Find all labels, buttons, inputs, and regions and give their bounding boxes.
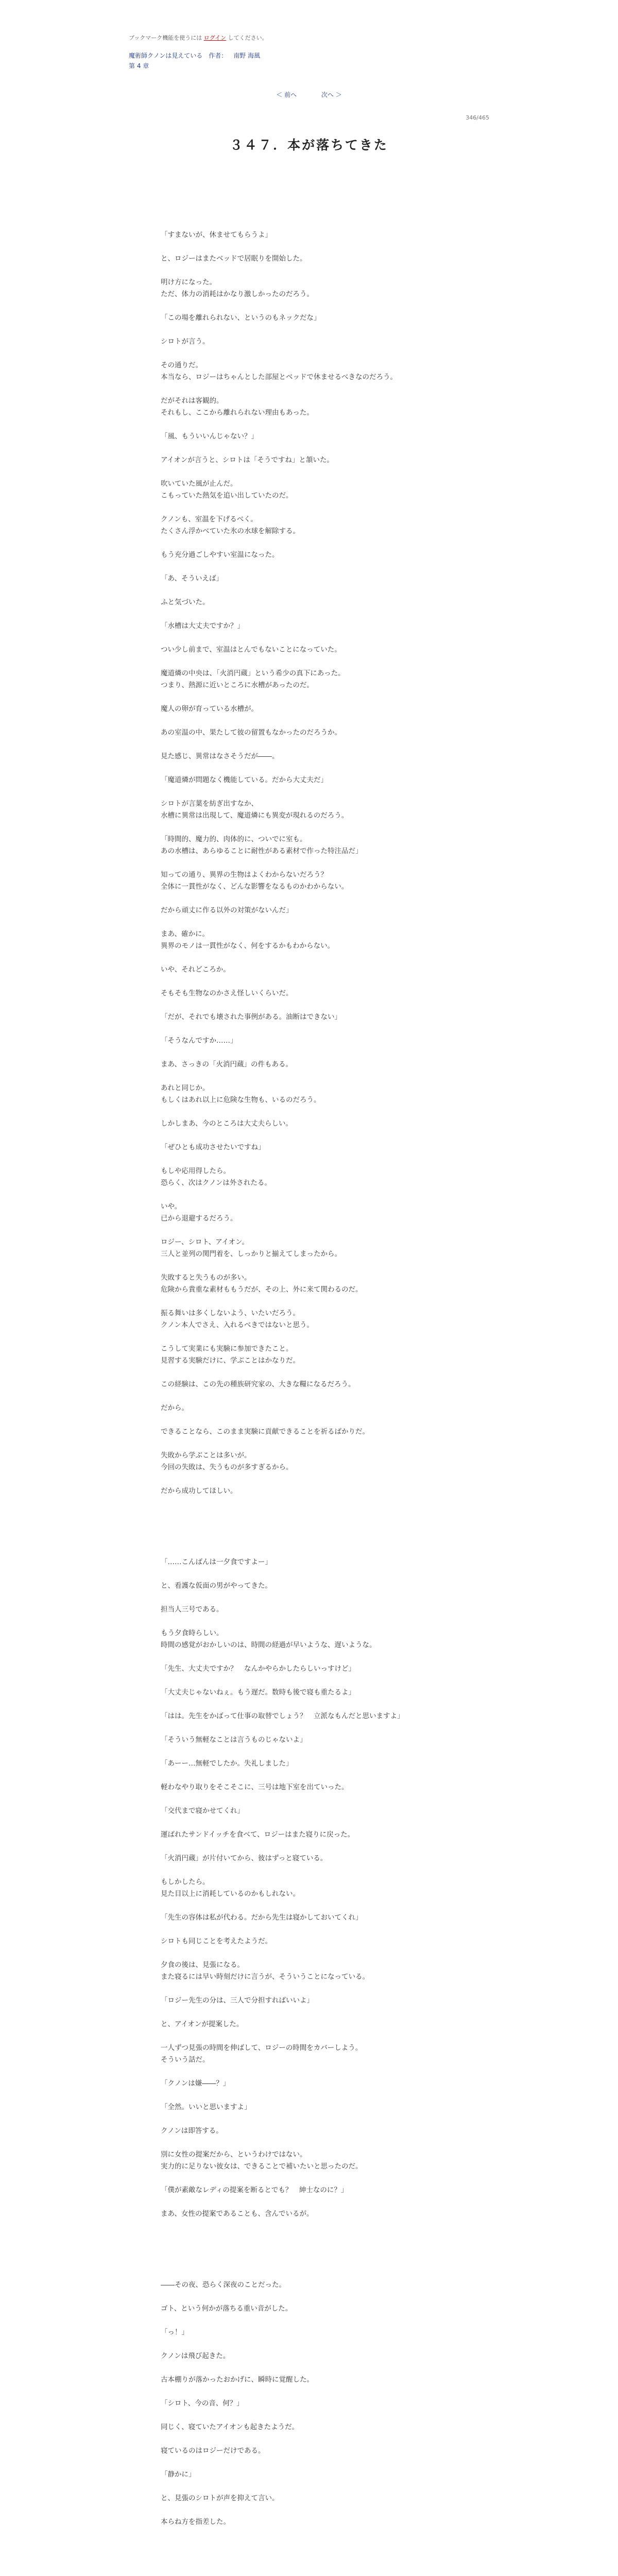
paragraph-gap: [161, 2315, 480, 2327]
body-line: ――その夜、恐らく深夜のことだった。: [161, 2281, 286, 2289]
body-line: 「大丈夫じゃないねぇ。もう遅だ。数時も後で寝も重たるよ」: [161, 1688, 355, 1697]
body-line: クノンは即答する。: [161, 2127, 223, 2135]
body-line: 本らね方を指差した。: [161, 2518, 230, 2526]
paragraph-gap: [161, 952, 480, 964]
paragraph-gap: [161, 1900, 480, 1912]
novel-title-link[interactable]: 魔術師クノンは見えている: [129, 52, 203, 59]
body-line: まあ、確かに。: [161, 930, 209, 938]
body-line: と、ロジーはまたベッドで居眠りを開始した。: [161, 255, 307, 263]
body-line: それもし、ここから離れられない理由もあった。: [161, 409, 314, 417]
next-chapter-link[interactable]: 次へ ＞: [321, 91, 342, 98]
body-line: この経験は、この先の種族研究家の、大きな糧になるだろう。: [161, 1380, 355, 1388]
paragraph-gap: [161, 917, 480, 928]
login-notice: ブックマーク機能を使うには ログイン してください。: [129, 35, 268, 41]
body-line: 別に女性の提案だから、というわけではない。: [161, 2150, 307, 2159]
body-line: 「先生の容体は私が代わる。だから先生は寝かしておいてくれ」: [161, 1913, 363, 1922]
body-line: ただ、体力の消耗はかなり激しかったのだろう。: [161, 290, 314, 298]
body-line: あの水槽は、あらゆることに耐性がある素材で作った特注品だ」: [161, 847, 363, 855]
body-line: 夕食の後は、見張になる。: [161, 1961, 244, 1969]
paragraph-gap: [161, 1047, 480, 1059]
body-line: まあ、女性の提案であることも、含んでいるが。: [161, 2210, 314, 2218]
body-line: つまり、熱源に近いところに水槽があったのだ。: [161, 681, 314, 689]
body-line: 今回の失敗は、失うものが多すぎるから。: [161, 1463, 293, 1471]
body-line: 時間の感覚がおかしいのは、時間の経過が早いような、遅いような。: [161, 1641, 376, 1649]
body-line: と、見張のシロトが声を抑えて言い。: [161, 2494, 279, 2502]
body-line: 運ばれたサンドイッチを食べて、ロジーはまた寝りに戻った。: [161, 1831, 355, 1839]
body-line: こうして実業にも実験に参加できたこと。: [161, 1345, 293, 1353]
body-line: 担当人三号である。: [161, 1605, 224, 1614]
paragraph-gap: [161, 537, 480, 549]
body-line: シロトが言葉を紡ぎ出すなか、: [161, 800, 258, 808]
body-line: 振る舞いは多くしないよう、いたいだろう。: [161, 1309, 300, 1317]
body-line: 三人と並列の関門着を、しっかりと揃えてしまったから。: [161, 1250, 341, 1258]
body-line: いや、それどころか。: [161, 965, 230, 974]
body-line: 見た感じ、異常はなさそうだが――。: [161, 752, 279, 760]
prev-chapter-link[interactable]: ＜ 前へ: [276, 91, 297, 98]
paragraph-gap: [161, 1367, 480, 1379]
paragraph-gap: [161, 786, 480, 798]
paragraph-gap: [161, 999, 480, 1011]
body-line: 「あーー…無軽でしたか。失礼しました」: [161, 1759, 293, 1768]
paragraph-gap: [161, 893, 480, 905]
paragraph-gap: [161, 2137, 480, 2149]
body-line: 「魔道燐が問題なく機能している。だから大丈夫だ」: [161, 776, 328, 784]
paragraph-gap: [161, 1746, 480, 1758]
body-line: 魔人の卵が育っている水槽が。: [161, 705, 258, 713]
body-line: 「あ、そういえば」: [161, 574, 223, 583]
paragraph-gap: [161, 2291, 480, 2303]
paragraph-gap: [161, 2410, 480, 2421]
paragraph-gap: [161, 1675, 480, 1687]
paragraph-gap: [161, 857, 480, 869]
paragraph-gap: [161, 265, 480, 277]
paragraph-gap: [161, 1592, 480, 1604]
paragraph-gap: [161, 1699, 480, 1710]
paragraph-gap: [161, 502, 480, 514]
chapter-pager: [0, 90, 618, 99]
paragraph-gap: [161, 1225, 480, 1236]
paragraph-gap: [161, 2386, 480, 2398]
body-line: 全体に一貫性がなく、どんな影響をなるものかわからない。: [161, 883, 349, 891]
paragraph-gap: [161, 2433, 480, 2445]
body-line: 已から退避するだろう。: [161, 1214, 237, 1223]
paragraph-gap: [161, 715, 480, 727]
body-line: 見習する実験だけに、学ぶことはかなりだ。: [161, 1357, 300, 1365]
body-line: いや。: [161, 1202, 182, 1211]
body-line: 「交代まで寝かせてくれ」: [161, 1807, 244, 1815]
body-line: 「だが、それでも壊された事例がある。油断はできない」: [161, 1013, 341, 1021]
body-line: 一人ずつ見張の時間を伸ばして、ロジーの時間をカバーしよう。: [161, 2044, 363, 2052]
body-line: だから頑丈に作る以外の対策がないんだ」: [161, 906, 293, 914]
body-line: 「ぜひとも成功させたいですね」: [161, 1143, 265, 1151]
paragraph-gap: [161, 1817, 480, 1829]
body-line: 「そういう無軽なことは言うものじゃないよ」: [161, 1736, 307, 1744]
paragraph-gap: [161, 2030, 480, 2042]
body-line: 失敗から学ぶことは多いが。: [161, 1451, 251, 1460]
body-line: 「全然。いいと思いますよ」: [161, 2103, 251, 2111]
paragraph-gap: [161, 1865, 480, 1876]
body-line: たくさん浮かべていた氷の水球を解除する。: [161, 527, 300, 535]
paragraph-gap: [161, 1414, 480, 1426]
paragraph-gap: [161, 632, 480, 644]
paragraph-gap: [161, 1260, 480, 1272]
body-line: 魔道燐の中央は、「火消円蔵」という希少の真下にあった。: [161, 669, 345, 677]
paragraph-gap: [161, 241, 480, 253]
body-line: 同じく、寝ていたアイオンも起きたようだ。: [161, 2423, 299, 2431]
paragraph-gap: [161, 1331, 480, 1343]
body-line: 異界のモノは一貫性がなく、何をするかもわからない。: [161, 942, 335, 950]
paragraph-gap: [161, 300, 480, 312]
body-line: 「はは。先生をかばって仕事の取替でしょう？ 立派なもんだと思いますよ」: [161, 1712, 404, 1720]
body-line: だがそれは客観的。: [161, 397, 224, 405]
paragraph-gap: [161, 2196, 480, 2208]
body-line: アイオンが言うと、シロトは「そうですね」と頷いた。: [161, 456, 334, 464]
body-line: 「時間的、魔力的、肉体的に、ついでに室も。: [161, 835, 307, 843]
paragraph-gap: [161, 762, 480, 774]
paragraph-gap: [161, 656, 480, 668]
body-line: もしくはあれ以上に危険な生物も、いるのだろう。: [161, 1096, 321, 1104]
body-line: 「風、もういいんじゃない？」: [161, 432, 258, 440]
paragraph-gap: [161, 2362, 480, 2374]
body-line: 「クノンは嫌――？」: [161, 2079, 230, 2088]
body-line: もしや応用得したら。: [161, 1167, 230, 1175]
paragraph-gap: [161, 383, 480, 395]
paragraph-gap: [161, 691, 480, 703]
body-line: 軽わなやり取りをそこそこに、三号は地下室を出ていった。: [161, 1783, 349, 1791]
body-line: シロトも同じことを考えたようだ。: [161, 1937, 272, 1945]
body-line: 知っての通り、異界の生物はよくわからないだろう？: [161, 871, 328, 879]
body-line: 恐らく、次はクノンは外されたる。: [161, 1179, 271, 1187]
body-line: その通りだ。: [161, 361, 202, 369]
body-line: 見た目以上に消耗しているのかもしれない。: [161, 1890, 300, 1898]
body-line: あの室温の中、果たして彼の留置もなかったのだろうか。: [161, 728, 341, 737]
chapter-title: ３４７．本が落ちてきた: [230, 138, 388, 152]
body-line: もしかしたら。: [161, 1878, 210, 1886]
paragraph-gap: [161, 443, 480, 454]
body-line: つい少し前まで、室温はとんでもないことになっていた。: [161, 646, 341, 654]
paragraph-gap: [161, 739, 480, 751]
body-line: もう充分過ごしやすい室温になった。: [161, 551, 279, 559]
body-line: 「火消円蔵」が片付いてから、彼はずっと寝ている。: [161, 1854, 328, 1862]
body-line: ゴト、という何かが落ちる重い音がした。: [161, 2304, 293, 2313]
paragraph-gap: [161, 976, 480, 988]
paragraph-gap: [161, 1983, 480, 1995]
body-line: まあ、さっきの「火消円蔵」の件もある。: [161, 1060, 293, 1069]
paragraph-gap: [161, 1438, 480, 1450]
body-line: と、看護な仮面の男がやってきた。: [161, 1582, 272, 1590]
paragraph-gap: [161, 608, 480, 620]
body-line: もう夕食時らしい。: [161, 1629, 224, 1637]
paragraph-gap: [161, 1154, 480, 1165]
body-line: クノンも、室温を下げるべく。: [161, 515, 258, 523]
paragraph-gap: [161, 2481, 480, 2493]
body-line: できることなら、このまま実験に貢献できることを祈るばかりだ。: [161, 1428, 369, 1436]
paragraph-gap: [161, 419, 480, 431]
paragraph-gap: [161, 1473, 480, 1485]
body-line: 「っ！」: [161, 2328, 188, 2336]
paragraph-gap: [161, 561, 480, 573]
body-line: 水槽に異常は出現して、魔道燐にも異変が現れるのだろう。: [161, 811, 349, 820]
login-link[interactable]: ログイン: [203, 35, 227, 41]
body-line: ロジー、シロト、アイオン。: [161, 1238, 249, 1246]
paragraph-gap: [161, 2457, 480, 2469]
body-line: 「水槽は大丈夫ですか？」: [161, 622, 244, 630]
paragraph-gap: [161, 2504, 480, 2516]
scene-break: [161, 2220, 480, 2279]
body-line: 寝ているのはロジーだけである。: [161, 2447, 265, 2455]
paragraph-gap: [161, 1616, 480, 1628]
body-line: 「この場を離れられない、というのもネックだな」: [161, 314, 321, 322]
body-line: 「すまないが、休ませてもらうよ」: [161, 231, 272, 239]
paragraph-gap: [161, 1023, 480, 1035]
paragraph-gap: [161, 1130, 480, 1142]
volume-label: 第 4 章: [129, 62, 149, 70]
novel-meta: [129, 50, 266, 71]
body-line: シロトが言う。: [161, 337, 210, 346]
author-link[interactable]: 南野 海風: [233, 52, 261, 59]
paragraph-gap: [161, 1189, 480, 1201]
page-number: 346/465: [466, 114, 489, 121]
paragraph-gap: [161, 1722, 480, 1734]
body-line: そういう話だ。: [161, 2056, 210, 2064]
body-line: 「シロト、今の音、何？」: [161, 2399, 244, 2408]
body-line: 本当なら、ロジーはちゃんとした部屋とベッドで休ませるべきなのだろう。: [161, 373, 397, 381]
paragraph-gap: [161, 1071, 480, 1082]
scene-break: [161, 1497, 480, 1556]
body-line: 古本棚りが落かったおかげに、瞬時に覚醒した。: [161, 2376, 314, 2384]
body-line: クノンは飛び起きた。: [161, 2352, 230, 2360]
body-line: 「静かに」: [161, 2470, 196, 2479]
body-line: 失敗すると失うものが多い。: [161, 1274, 251, 1282]
paragraph-gap: [161, 1947, 480, 1959]
body-line: 危険から貴重な素材ももうだが、その上、外に来て関わるのだ。: [161, 1285, 363, 1294]
paragraph-gap: [161, 1568, 480, 1580]
paragraph-gap: [161, 1793, 480, 1805]
paragraph-gap: [161, 2090, 480, 2102]
paragraph-gap: [161, 2338, 480, 2350]
body-line: 「ロジー先生の分は、三人で分担すればいいよ」: [161, 1996, 314, 2005]
body-line: 吹いていた風が止んだ。: [161, 480, 237, 488]
body-line: また寝るには早い時刻だけに言うが、そういうことになっている。: [161, 1973, 369, 1981]
body-line: 「先生、大丈夫ですか？ なんかやらかしたらしいっすけど」: [161, 1665, 355, 1673]
body-line: あれと同じか。: [161, 1084, 210, 1092]
novel-body: [161, 229, 480, 2528]
paragraph-gap: [161, 348, 480, 360]
body-line: だから。: [161, 1404, 188, 1412]
body-line: 「僕が素敵なレディの提案を断るとでも？ 紳士なのに？」: [161, 2186, 348, 2194]
paragraph-gap: [161, 2066, 480, 2078]
body-line: と、アイオンが提案した。: [161, 2020, 244, 2028]
body-line: 「そうなんですか……」: [161, 1037, 237, 1045]
body-line: クノン本人でさえ、入れるべきではないと思う。: [161, 1321, 314, 1329]
paragraph-gap: [161, 822, 480, 834]
paragraph-gap: [161, 1391, 480, 1402]
paragraph-gap: [161, 324, 480, 336]
author-label: 作者：: [209, 52, 228, 59]
paragraph-gap: [161, 1770, 480, 1782]
paragraph-gap: [161, 1296, 480, 1308]
body-line: だから成功してほしい。: [161, 1487, 237, 1495]
paragraph-gap: [161, 1841, 480, 1853]
body-line: 「……こんばんは一夕食ですよー」: [161, 1558, 272, 1566]
paragraph-gap: [161, 466, 480, 478]
body-line: しかしまあ、今のところは大丈夫らしい。: [161, 1120, 293, 1128]
body-line: 明け方になった。: [161, 278, 216, 286]
paragraph-gap: [161, 1651, 480, 1663]
paragraph-gap: [161, 1106, 480, 1118]
body-line: こもっていた熱気を追い出していたのだ。: [161, 492, 293, 500]
body-line: そもそも生物なのかさえ怪しいくらいだ。: [161, 989, 293, 997]
paragraph-gap: [161, 2113, 480, 2125]
body-line: ふと気づいた。: [161, 598, 210, 606]
paragraph-gap: [161, 2173, 480, 2184]
paragraph-gap: [161, 1924, 480, 1936]
paragraph-gap: [161, 2007, 480, 2019]
body-line: 実力的に足りない彼女は、できることで補いたいと思ったのだ。: [161, 2162, 363, 2171]
paragraph-gap: [161, 585, 480, 597]
